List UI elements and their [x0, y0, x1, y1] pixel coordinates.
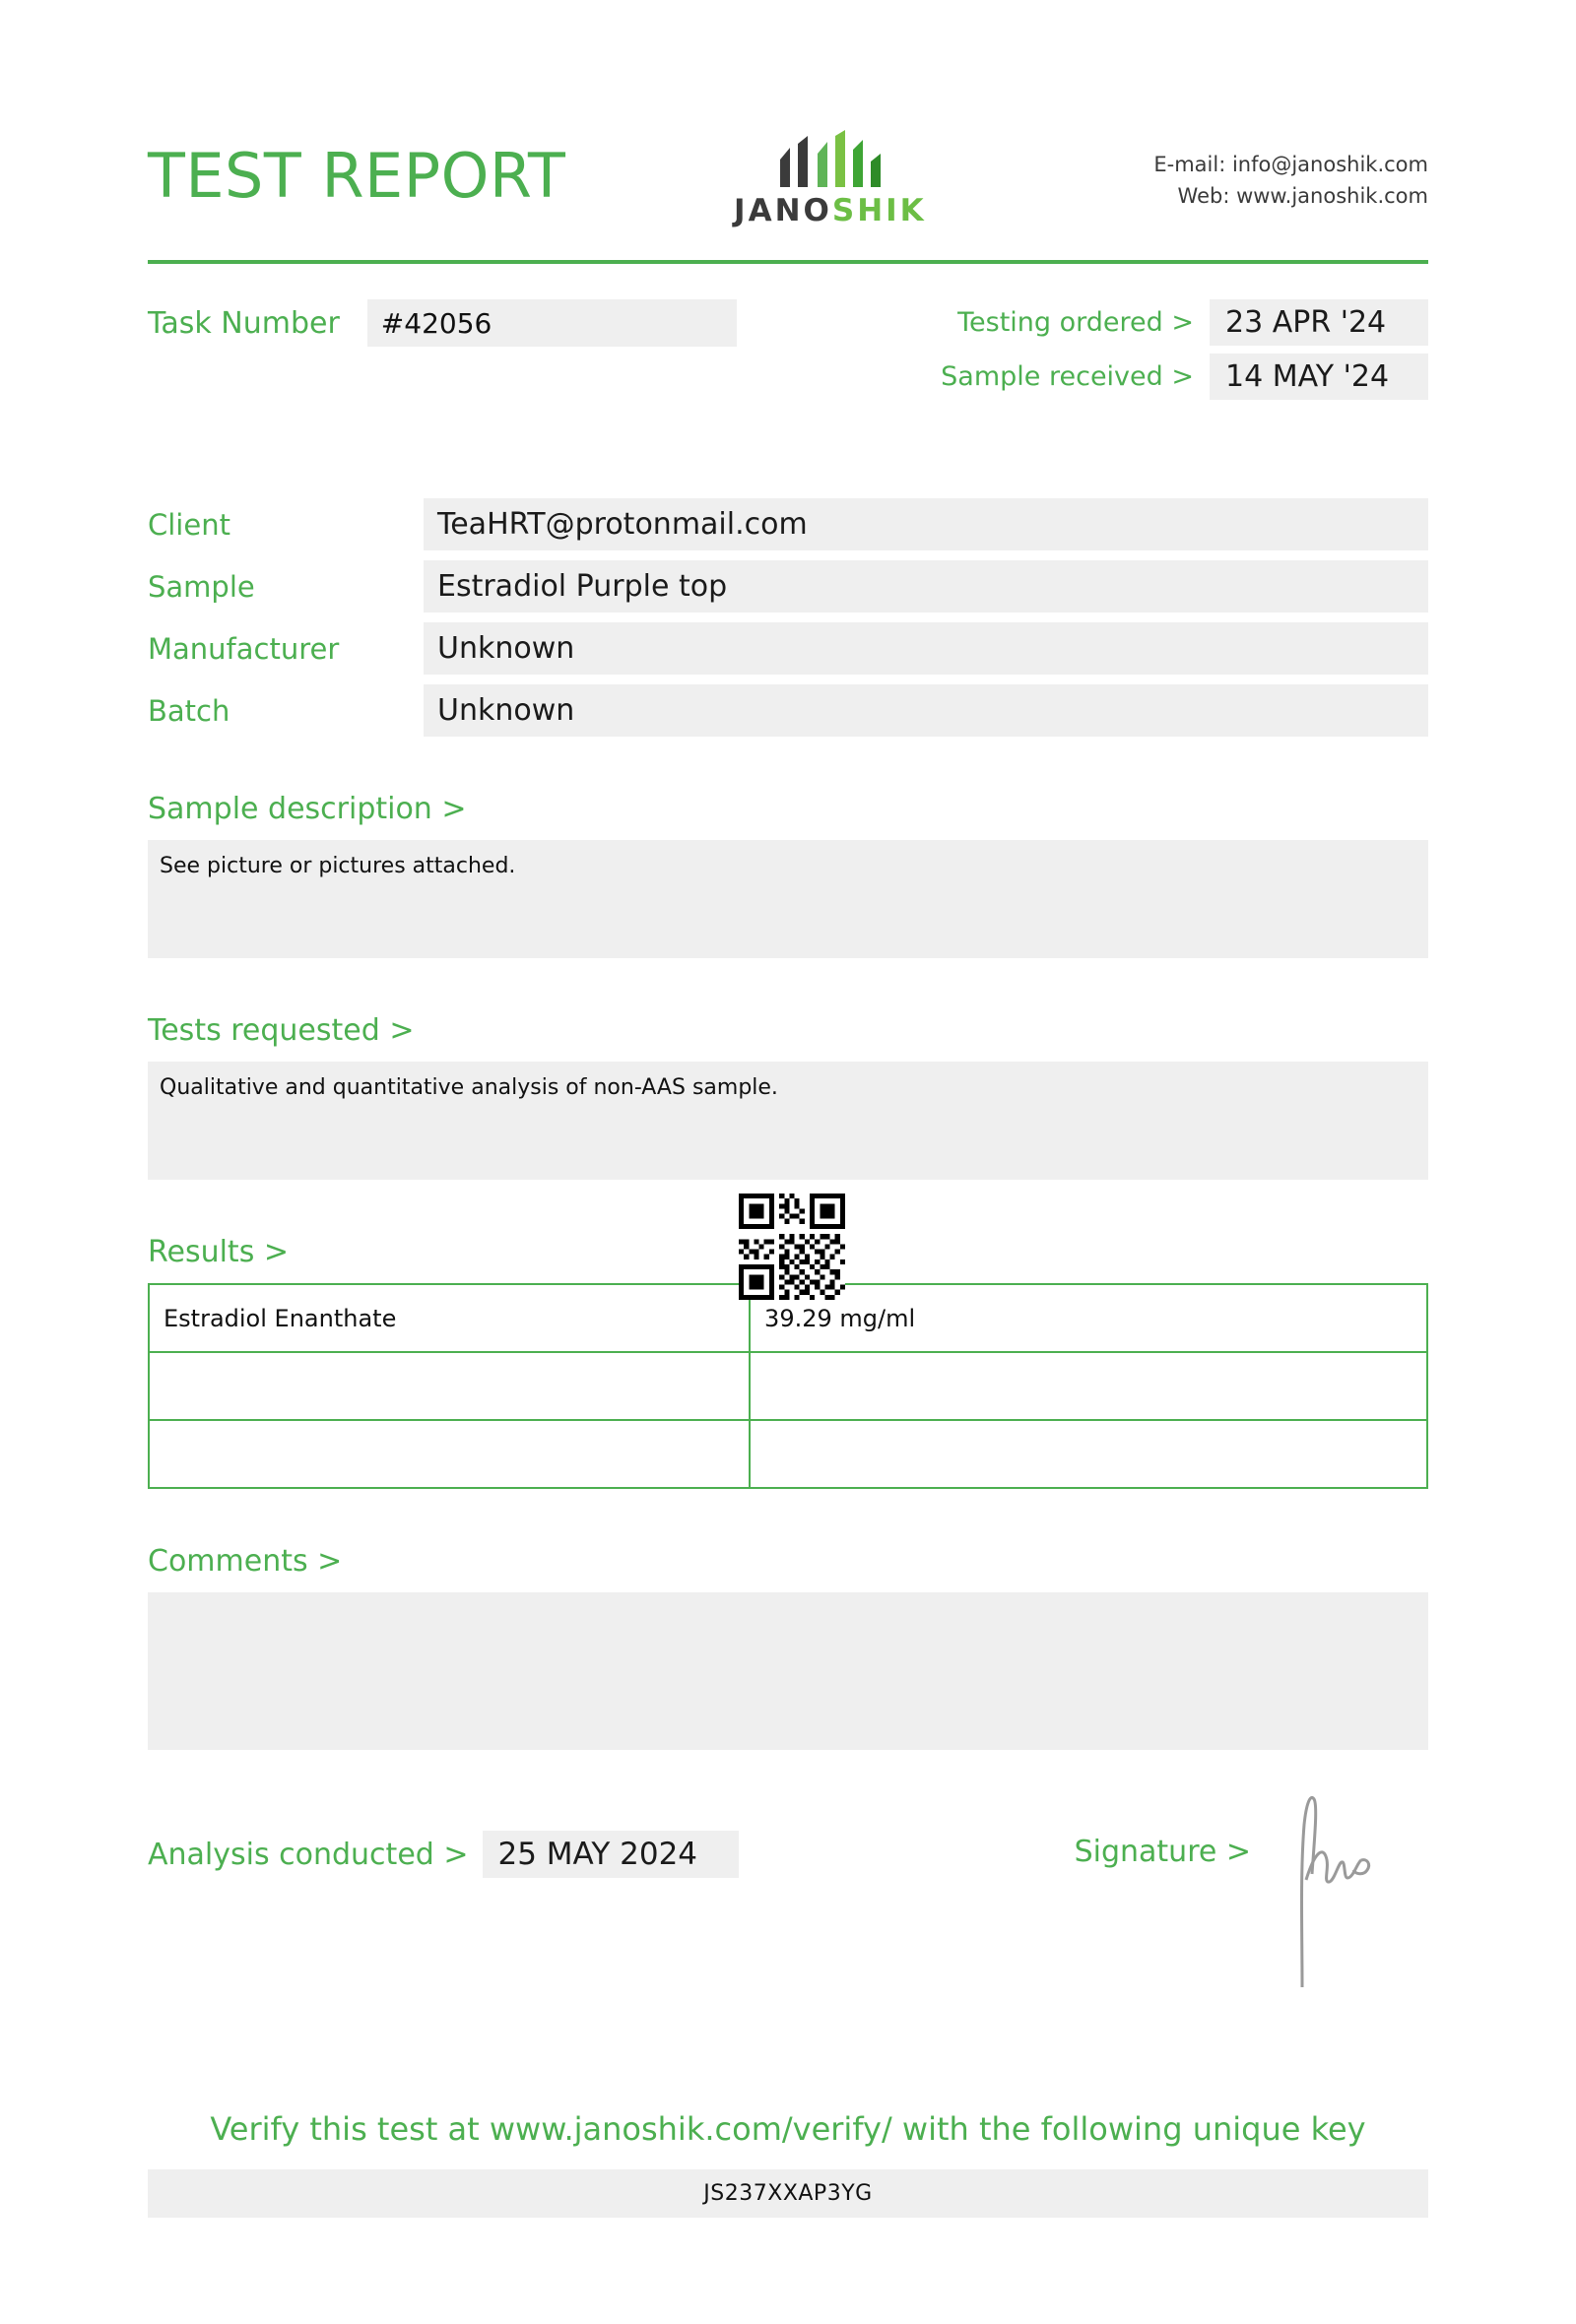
client-value: TeaHRT@protonmail.com — [424, 498, 1428, 550]
comments-title: Comments > — [148, 1544, 343, 1579]
signature-group — [1075, 1831, 1389, 1992]
testing-ordered-label: Testing ordered > — [957, 307, 1194, 338]
logo-mountain-icon — [766, 130, 894, 191]
testing-ordered-value: 23 APR '24 — [1210, 299, 1428, 346]
analysis-conducted-date: 25 MAY 2024 — [483, 1831, 739, 1878]
logo-wordmark — [734, 193, 927, 228]
results-table — [148, 1283, 1428, 1489]
client-label: Client — [148, 507, 230, 542]
result-value-1 — [750, 1352, 1427, 1420]
qr-code-icon — [739, 1194, 845, 1300]
sample-description-box: See picture or pictures attached. — [148, 840, 1428, 958]
sample-received-label: Sample received > — [941, 361, 1194, 392]
result-value-0: 39.29 mg/ml — [750, 1284, 1427, 1352]
batch-label: Batch — [148, 693, 230, 728]
testing-ordered-row — [941, 299, 1428, 346]
info-row-batch — [148, 684, 1428, 737]
sample-value: Estradiol Purple top — [424, 560, 1428, 613]
contact-info — [1153, 150, 1428, 212]
sample-received-value: 14 MAY '24 — [1210, 354, 1428, 400]
sample-label: Sample — [148, 569, 255, 604]
signature-icon — [1271, 1785, 1389, 1992]
analysis-conducted-group — [148, 1831, 739, 1878]
contact-email: E-mail: info@janoshik.com — [1153, 153, 1428, 176]
result-name-0: Estradiol Enanthate — [149, 1284, 750, 1352]
report-header — [148, 0, 1428, 228]
analysis-row — [148, 1831, 1428, 1992]
signature-label: Signature > — [1074, 1835, 1251, 1869]
date-group — [941, 299, 1428, 408]
info-row-sample — [148, 560, 1428, 613]
janoshik-logo — [734, 130, 927, 228]
comments-box — [148, 1592, 1428, 1750]
sample-description-title: Sample description > — [148, 792, 467, 826]
manufacturer-label: Manufacturer — [148, 631, 340, 666]
manufacturer-value: Unknown — [424, 622, 1428, 675]
page-title: TEST REPORT — [148, 140, 566, 212]
logo-text-green: SHIK — [831, 193, 927, 228]
analysis-conducted-label: Analysis conducted > — [148, 1837, 469, 1872]
task-number-group — [148, 299, 737, 347]
header-divider — [148, 260, 1428, 264]
task-number-value: #42056 — [367, 299, 737, 347]
batch-value: Unknown — [424, 684, 1428, 737]
contact-web: Web: www.janoshik.com — [1177, 183, 1428, 208]
table-row — [149, 1420, 1427, 1488]
result-name-1 — [149, 1352, 750, 1420]
verify-text: Verify this test at www.janoshik.com/verify/ with the following unique key — [210, 2110, 1366, 2148]
result-value-2 — [750, 1420, 1427, 1488]
results-header — [148, 1235, 1428, 1269]
logo-text-dark: JANO — [734, 193, 832, 228]
info-row-client — [148, 498, 1428, 550]
result-name-2 — [149, 1420, 750, 1488]
verify-key: JS237XXAP3YG — [148, 2169, 1428, 2218]
table-row — [149, 1352, 1427, 1420]
task-row — [148, 299, 1428, 408]
info-row-manufacturer — [148, 622, 1428, 675]
tests-requested-box: Qualitative and quantitative analysis of non-AAS sample. — [148, 1062, 1428, 1180]
sample-received-row — [941, 354, 1428, 400]
sample-info-block — [148, 498, 1428, 737]
tests-requested-title: Tests requested > — [148, 1013, 415, 1048]
task-number-label: Task Number — [148, 305, 340, 341]
results-title: Results > — [148, 1235, 289, 1269]
